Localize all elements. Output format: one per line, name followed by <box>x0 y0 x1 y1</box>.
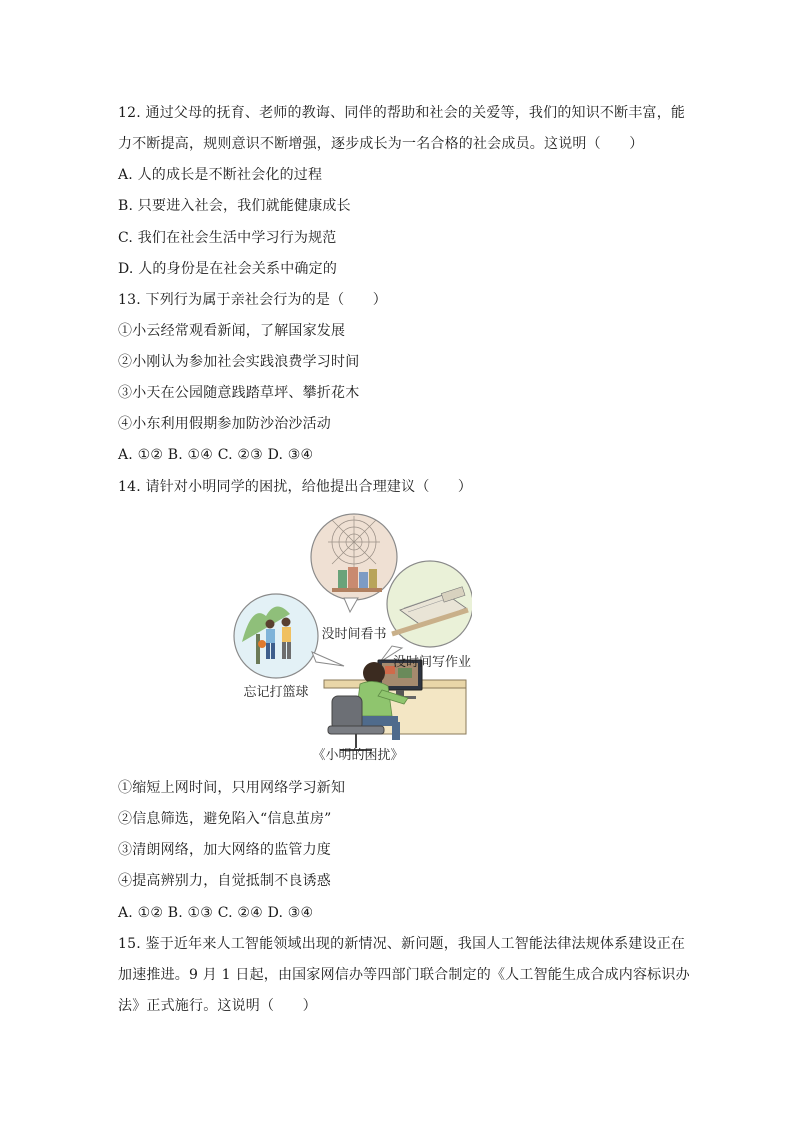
q13-item-1: ①小云经常观看新闻，了解国家发展 <box>118 323 346 339</box>
q13-stem: 13. 下列行为属于亲社会行为的是（ ） <box>118 292 387 308</box>
q15-stem-line1: 15. 鉴于近年来人工智能领域出现的新情况、新问题，我国人工智能法律法规体系建设正在 <box>118 936 686 952</box>
q14-item-2: ②信息筛选，避免陷入“信息茧房” <box>118 811 332 827</box>
q13-options: A. ①② B. ①④ C. ②③ D. ③④ <box>118 447 314 463</box>
q13-item-3: ③小天在公园随意践踏草坪、攀折花木 <box>118 385 360 401</box>
q12-stem-line2: 力不断提高，规则意识不断增强，逐步成长为一名合格的社会成员。这说明（ ） <box>118 136 644 152</box>
xiaoming-trouble-figure <box>232 512 472 764</box>
label-forgot-basketball: 忘记打篮球 <box>243 685 309 700</box>
q15-stem-line3: 法》正式施行。这说明（ ） <box>118 998 317 1014</box>
q12-option-a: A. 人的成长是不断社会化的过程 <box>118 167 323 183</box>
q12-stem-line1: 12. 通过父母的抚育、老师的教诲、同伴的帮助和社会的关爱等，我们的知识不断丰富，能 <box>118 105 686 121</box>
q14-item-1: ①缩短上网时间，只用网络学习新知 <box>118 780 346 796</box>
q14-illustration <box>232 512 472 764</box>
q13-item-4: ④小东利用假期参加防沙治沙活动 <box>118 416 331 432</box>
label-no-time-reading: 没时间看书 <box>321 627 387 642</box>
q15-stem-line2: 加速推进。9 月 1 日起，由国家网信办等四部门联合制定的《人工智能生成合成内容标识办 <box>118 967 690 983</box>
q12-option-c: C. 我们在社会生活中学习行为规范 <box>118 230 337 246</box>
q14-item-3: ③清朗网络，加大网络的监管力度 <box>118 842 331 858</box>
figure-caption: 《小明的困扰》 <box>312 748 404 763</box>
q14-options: A. ①② B. ①③ C. ②④ D. ③④ <box>118 905 314 921</box>
q12-option-b: B. 只要进入社会，我们就能健康成长 <box>118 198 351 214</box>
q13-item-2: ②小刚认为参加社会实践浪费学习时间 <box>118 354 360 370</box>
q14-item-4: ④提高辨别力，自觉抵制不良诱惑 <box>118 873 331 889</box>
q12-option-d: D. 人的身份是在社会关系中确定的 <box>118 261 338 277</box>
q14-stem: 14. 请针对小明同学的困扰，给他提出合理建议（ ） <box>118 479 473 495</box>
desk-scene-icon <box>324 660 466 750</box>
label-no-time-homework: 没时间写作业 <box>392 655 472 670</box>
book-bubble-icon <box>311 514 397 612</box>
homework-bubble-icon <box>380 561 472 662</box>
basketball-icon <box>258 640 266 648</box>
